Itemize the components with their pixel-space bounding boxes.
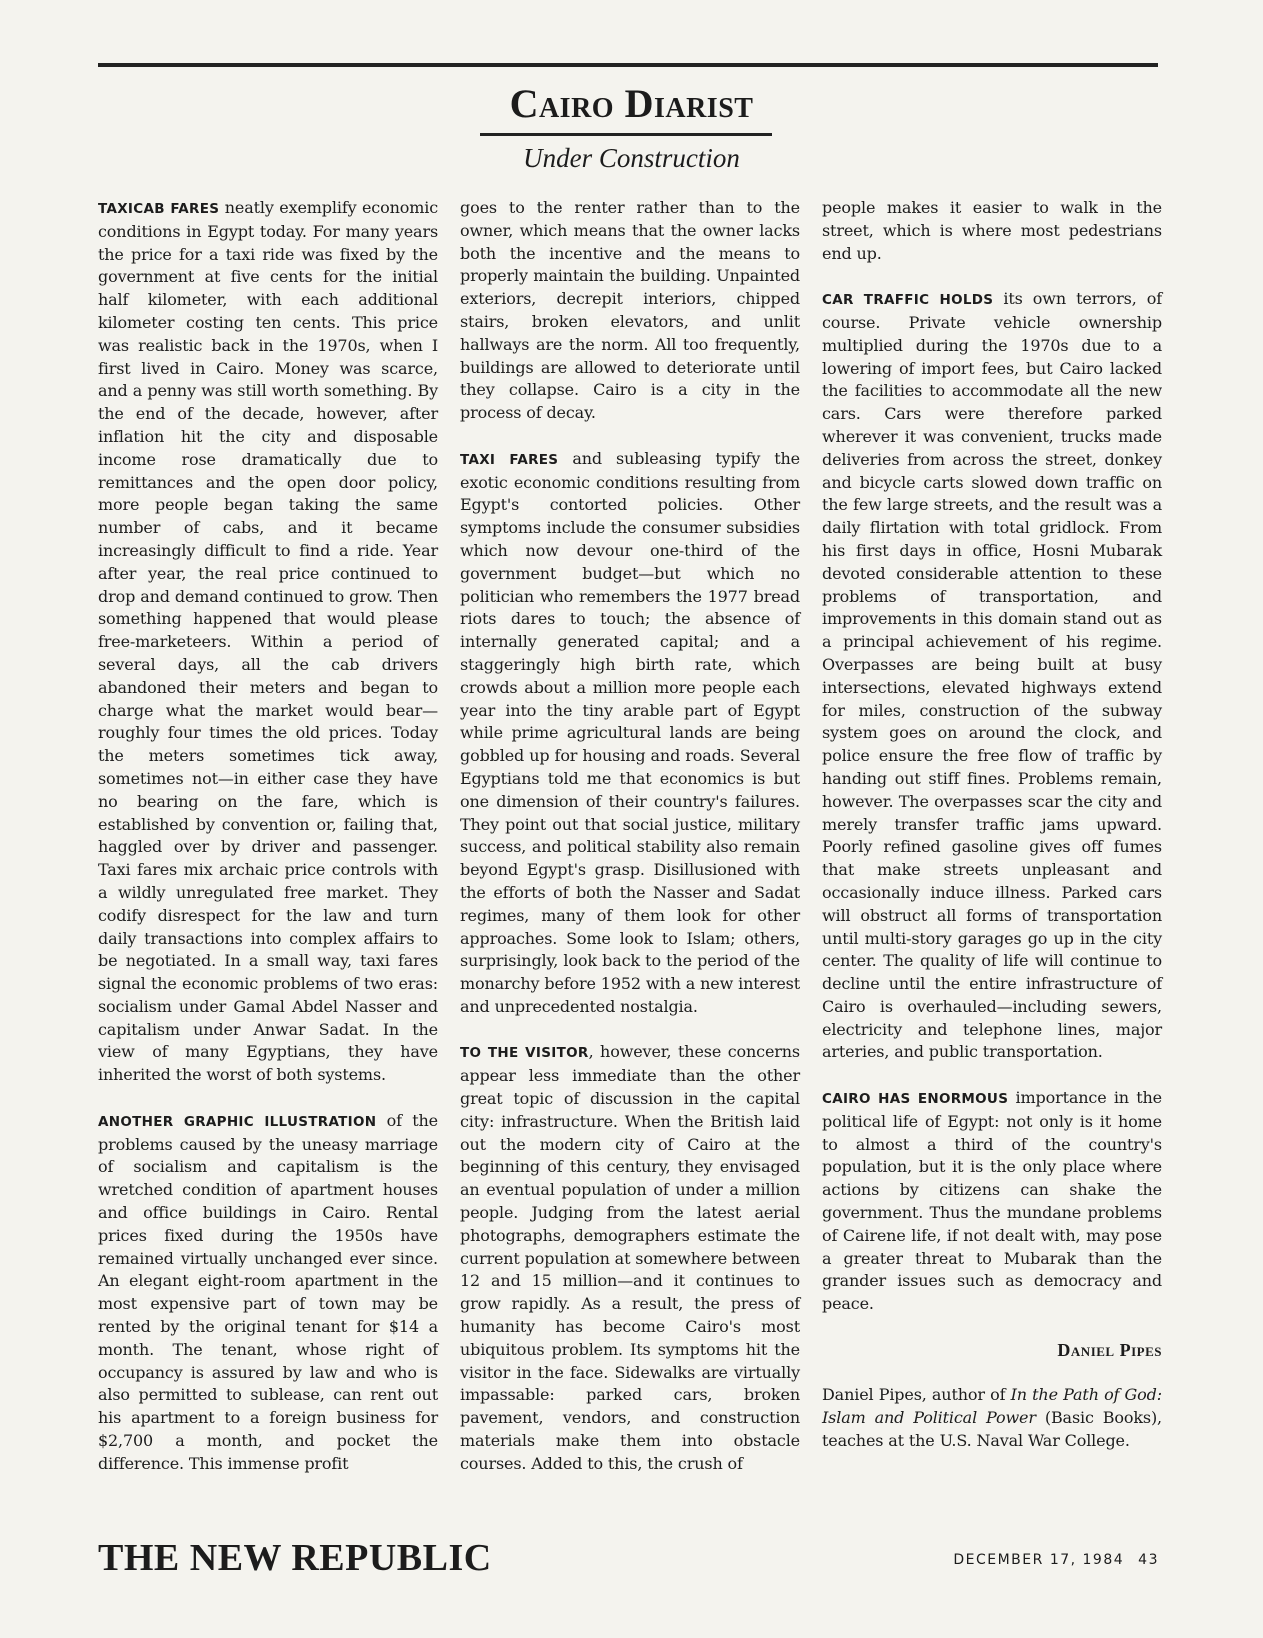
paragraph-text: , however, these concerns appear less immediate than the other great topic of discussion in the capital city: infrastructure. When the British laid out the modern city of Cairo at the beginning of this century, they envisaged an eventual population of under a million people. Judging from the latest aerial photographs, demographers estimate the current population at somewhere between 12 and 15 million—and it continues to grow rapidly. As a result, the press of humanity has become Cairo's most ubiquitous problem. Its symptoms hit the visitor in the face. Sidewalks are virtually impassable: parked cars, broken pavement, vendors, and construction materials make them into obstacle courses. Added to this, the crush of [460, 1042, 800, 1473]
paragraph [460, 448, 800, 1019]
paragraph-text: and subleasing typify the exotic economic conditions resulting from Egypt's contorted policies. Other symptoms include the consumer subsidies which now devour one-third of the government budget—but which no politician who remembers the 1977 bread riots dares to touch; the absence of internally generated capital; and a staggeringly high birth rate, which crowds about a million more people each year into the tiny arable part of Egypt while prime agricultural lands are being gobbled up for housing and roads. Several Egyptians told me that economics is but one dimension of their country's failures. They point out that social justice, military success, and political stability also remain beyond Egypt's grasp. Disillusioned with the efforts of both the Nasser and Sadat regimes, many of them look for other approaches. Some look to Islam; others, surprisingly, look back to the period of the monarchy before 1952 with a new interest and unprecedented nostalgia. [460, 448, 801, 1016]
paragraph-text: people makes it easier to walk in the street, which is where most pedestrians end up. [822, 198, 1162, 263]
issue-date: DECEMBER 17, 1984 [953, 1552, 1125, 1568]
issue-info [939, 1552, 1159, 1568]
column-2 [460, 197, 800, 1498]
paragraph-text: goes to the renter rather than to the owner, which means that the owner lacks both the incentive and the means to properly maintain the building. Unpainted exteriors, decrepit interiors, chipped stairs, broken elevators, and unlit hallways are the norm. All too frequently, buildings are allowed to deteriorate until they collapse. Cairo is a city in the process of decay. [460, 198, 800, 423]
paragraph-text: its own terrors, of course. Private vehicle ownership multiplied during the 1970s due to a lowering of import fees, but Cairo lacked the facilities to accommodate all the new cars. Cars were therefore parked wherever it was convenient, trucks made deliveries from across the street, donkey and bicycle carts slowed down traffic on the few large streets, and the result was a daily flirtation with total gridlock. From his first days in office, Hosni Mubarak devoted considerable attention to these problems of transportation, and improvements in this domain stand out as a principal achievement of his regime. Overpasses are being built at busy intersections, elevated highways extend for miles, construction of the subway system goes on around the clock, and police ensure the free flow of traffic by handing out stiff fines. Problems remain, however. The overpasses scar the city and merely transfer traffic jams upward. Poorly refined gasoline gives off fumes that make streets unpleasant and occasionally induce illness. Parked cars will obstruct all forms of transportation until multi-story garages go up in the city center. The quality of life will continue to decline until the entire infrastructure of Cairo is overhauled—including sewers, electricity and telephone lines, major arteries, and public transportation. [822, 289, 1162, 1062]
paragraph-lead: ANOTHER GRAPHIC ILLUSTRATION [98, 1113, 377, 1130]
paragraph [98, 197, 438, 1087]
bio-text: (Basic Books), teaches at the U.S. Naval War College. [822, 1408, 1162, 1451]
paragraph-lead: CAR TRAFFIC HOLDS [822, 292, 994, 309]
paragraph [460, 197, 800, 425]
column-1 [98, 197, 438, 1498]
paragraph-text: neatly exemplify economic conditions in Egypt today. For many years the price for a taxi ride was fixed by the government at five cents for the initial half kilometer, with each additional kilometer costing ten cents. This price was realistic back in the 1970s, when I first lived in Cairo. Money was scarce, and a penny was still worth something. By the end of the decade, however, after inflation hit the city and disposable income rose dramatically due to remittances and the open door policy, more people began taking the same number of cabs, and it became increasingly difficult to find a ride. Year after year, the real price continued to drop and demand continued to grow. Then something happened that would please free-marketeers. Within a period of several days, all the cab drivers abandoned their meters and began to charge what the market would bear—roughly four times the old prices. Today the meters sometimes tick away, sometimes not—in either case they have no bearing on the fare, which is established by convention or, failing that, haggled over by driver and passenger. Taxi fares mix archaic price controls with a wildly unregulated free market. They codify disrespect for the law and turn daily transactions into complex affairs to be negotiated. In a small way, taxi fares signal the economic problems of two eras: socialism under Gamal Abdel Nasser and capitalism under Anwar Sadat. In the view of many Egyptians, they have inherited the worst of both systems. [98, 198, 439, 1085]
paragraph-lead: TO THE VISITOR [460, 1045, 589, 1062]
paragraph-text: importance in the political life of Egypt: not only is it home to almost a third of the country's population, but it is the only place where actions by citizens can shake the government. Thus the mundane problems of Cairene life, if not dealt with, may pose a greater threat to Mubarak than the grander issues such as democracy and peace. [822, 1088, 1162, 1314]
paragraph-lead: TAXICAB FARES [98, 201, 220, 217]
paragraph [822, 197, 1162, 265]
paragraph [822, 288, 1162, 1064]
bio-text: Daniel Pipes, author of [822, 1385, 1011, 1405]
title-underline [480, 133, 772, 136]
column-3 [822, 197, 1162, 1476]
paragraph-lead: TAXI FARES [460, 451, 559, 468]
paragraph [460, 1041, 800, 1475]
top-rule [98, 63, 1158, 67]
paragraph [98, 1110, 438, 1476]
page-title: Cairo Diarist [509, 81, 754, 126]
paragraph-lead: CAIRO HAS ENORMOUS [822, 1091, 1009, 1108]
author-bio [822, 1384, 1162, 1452]
paragraph [822, 1087, 1162, 1316]
page-number: 43 [1138, 1552, 1159, 1568]
author-byline: Daniel Pipes [1057, 1339, 1162, 1360]
book-title: In the Path of God: Islam and Political Power [822, 1385, 1162, 1428]
paragraph-text: of the problems caused by the uneasy marriage of socialism and capitalism is the wretched condition of apartment houses and office buildings in Cairo. Rental prices fixed during the 1950s have remained virtually unchanged ever since. An elegant eight-room apartment in the most expensive part of town may be rented by the original tenant for $14 a month. The tenant, whose right of occupancy is assured by law and who is also permitted to sublease, can rent out his apartment to a foreign business for $2,700 a month, and pocket the difference. This immense profit [98, 1110, 438, 1473]
publication-masthead: THE NEW REPUBLIC [98, 1537, 492, 1579]
page-subtitle: Under Construction [523, 143, 740, 173]
